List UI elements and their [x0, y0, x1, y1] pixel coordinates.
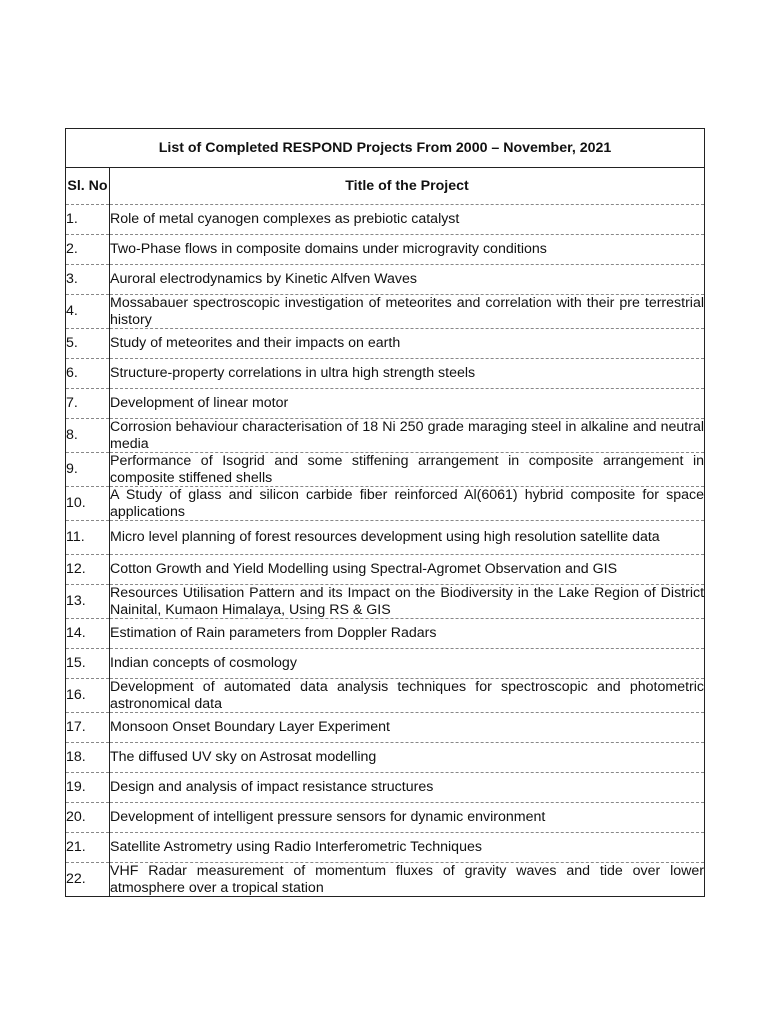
row-number: 14. — [66, 619, 110, 649]
row-number: 15. — [66, 649, 110, 679]
table-row — [66, 389, 705, 419]
project-title: Development of linear motor — [110, 389, 705, 419]
project-title: Design and analysis of impact resistance structures — [110, 773, 705, 803]
row-number: 4. — [66, 295, 110, 329]
project-title: Structure-property correlations in ultra high strength steels — [110, 359, 705, 389]
project-title: Satellite Astrometry using Radio Interferometric Techniques — [110, 833, 705, 863]
table-title: List of Completed RESPOND Projects From 2000 – November, 2021 — [66, 129, 705, 168]
project-title: Performance of Isogrid and some stiffening arrangement in composite arrangement in composite stiffened shells — [110, 453, 705, 486]
project-title: Indian concepts of cosmology — [110, 649, 705, 679]
row-number: 21. — [66, 833, 110, 863]
table-row — [66, 773, 705, 803]
table-row — [66, 205, 705, 235]
table-row — [66, 295, 705, 329]
project-title: Monsoon Onset Boundary Layer Experiment — [110, 713, 705, 743]
row-number: 1. — [66, 205, 110, 235]
row-number: 16. — [66, 679, 110, 713]
row-number: 8. — [66, 419, 110, 453]
project-title: Two-Phase flows in composite domains under microgravity conditions — [110, 235, 705, 265]
project-title: Auroral electrodynamics by Kinetic Alfven Waves — [110, 265, 705, 295]
row-number: 20. — [66, 803, 110, 833]
row-number: 6. — [66, 359, 110, 389]
table-row — [66, 863, 705, 897]
table-row — [66, 235, 705, 265]
project-title: Estimation of Rain parameters from Doppler Radars — [110, 619, 705, 649]
project-title: VHF Radar measurement of momentum fluxes of gravity waves and tide over lower atmosphere over a tropical station — [110, 863, 705, 896]
table-row — [66, 833, 705, 863]
row-number: 9. — [66, 453, 110, 487]
project-title: Study of meteorites and their impacts on earth — [110, 329, 705, 359]
project-title: Resources Utilisation Pattern and its Impact on the Biodiversity in the Lake Region of District Nainital, Kumaon Himalaya, Using RS & GIS — [110, 585, 705, 618]
project-title: The diffused UV sky on Astrosat modelling — [110, 743, 705, 773]
project-title: Role of metal cyanogen complexes as prebiotic catalyst — [110, 205, 705, 235]
row-number: 2. — [66, 235, 110, 265]
table-row — [66, 419, 705, 453]
table-row — [66, 555, 705, 585]
projects-table — [65, 128, 705, 897]
project-title: A Study of glass and silicon carbide fiber reinforced Al(6061) hybrid composite for space applications — [110, 487, 705, 520]
column-header-sl-no — [66, 168, 110, 205]
row-number: 19. — [66, 773, 110, 803]
table-title-row — [66, 129, 705, 168]
row-number: 10. — [66, 487, 110, 521]
table-row — [66, 619, 705, 649]
table-row — [66, 713, 705, 743]
project-title: Corrosion behaviour characterisation of 18 Ni 250 grade maraging steel in alkaline and neutral media — [110, 419, 705, 452]
table-row — [66, 265, 705, 295]
row-number: 12. — [66, 555, 110, 585]
table-row — [66, 453, 705, 487]
project-title: Cotton Growth and Yield Modelling using Spectral-Agromet Observation and GIS — [110, 555, 705, 585]
row-number: 22. — [66, 863, 110, 897]
project-title: Development of automated data analysis techniques for spectroscopic and photometric astronomical data — [110, 679, 705, 712]
row-number: 7. — [66, 389, 110, 419]
table-row — [66, 585, 705, 619]
row-number: 11. — [66, 521, 110, 555]
table-row — [66, 487, 705, 521]
table-row — [66, 743, 705, 773]
project-title: Development of intelligent pressure sensors for dynamic environment — [110, 803, 705, 833]
row-number: 3. — [66, 265, 110, 295]
table-row — [66, 521, 705, 555]
row-number: 5. — [66, 329, 110, 359]
project-title: Mossabauer spectroscopic investigation of meteorites and correlation with their pre terrestrial history — [110, 295, 705, 328]
sl-no-label: Sl. No — [67, 178, 108, 194]
project-title: Micro level planning of forest resources development using high resolution satellite data — [110, 521, 705, 555]
table-row — [66, 803, 705, 833]
row-number: 18. — [66, 743, 110, 773]
table-row — [66, 679, 705, 713]
column-header-title: Title of the Project — [110, 168, 705, 205]
table-header-row — [66, 168, 705, 205]
table-row — [66, 359, 705, 389]
table-row — [66, 649, 705, 679]
row-number: 17. — [66, 713, 110, 743]
table-row — [66, 329, 705, 359]
row-number: 13. — [66, 585, 110, 619]
